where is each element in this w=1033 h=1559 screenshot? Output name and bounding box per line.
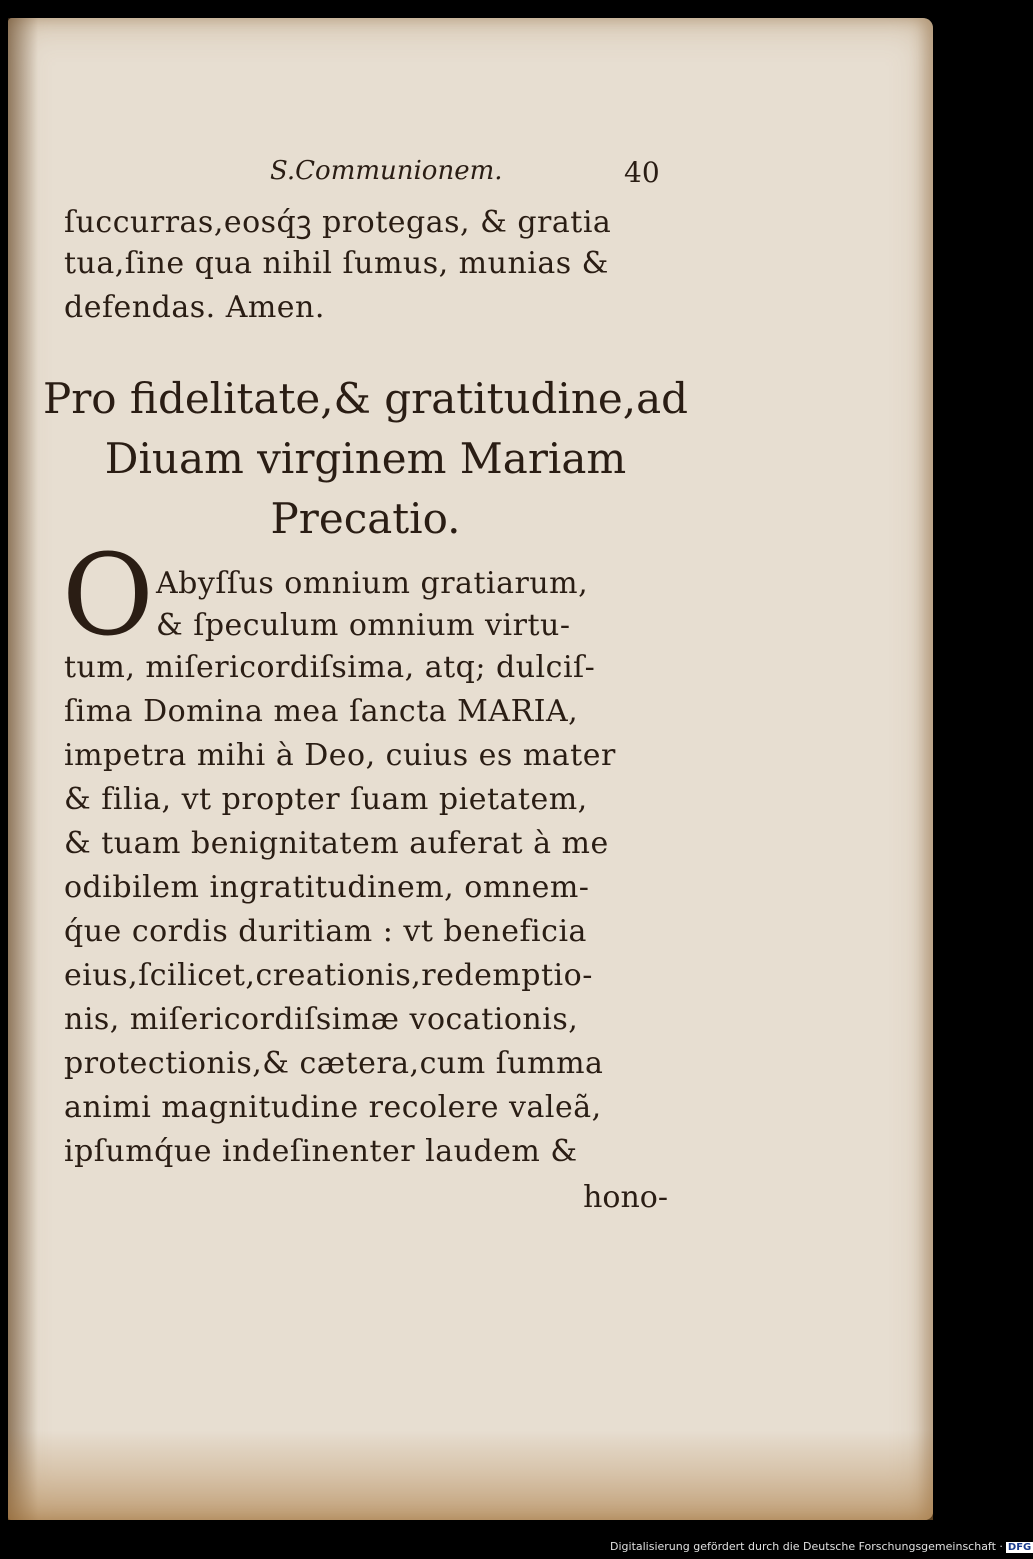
body-line: nis, miſericordiſsimæ vocationis, [64, 1002, 579, 1037]
page-gutter-shadow [8, 18, 38, 1520]
page-number: 40 [624, 156, 660, 189]
body-line: eius,ſcilicet,creationis,redemptio- [64, 958, 593, 993]
body-line: odibilem ingratitudinem, omnem- [64, 870, 590, 905]
body-line: q́ue cordis duritiam : vt beneficia [64, 914, 587, 949]
body-line: Abyſſus omnium gratiarum, [156, 566, 589, 601]
catchword: hono- [583, 1180, 668, 1215]
credit-text: Digitalisierung gefördert durch die Deutsche Forschungsgemeinschaft · [610, 1540, 1003, 1553]
continuation-line: ſuccurras,eosq́ꝫ protegas, & gratia [64, 205, 612, 240]
continuation-line: defendas. Amen. [64, 290, 325, 325]
continuation-line: tua,ſine qua nihil ſumus, munias & [64, 246, 609, 281]
digitization-credit [610, 1540, 1033, 1553]
body-line: ipſumq́ue indeſinenter laudem & [64, 1134, 578, 1169]
body-line: & filia, vt propter ſuam pietatem, [64, 782, 588, 817]
body-line: & ſpeculum omnium virtu- [156, 608, 571, 643]
body-line: impetra mihi à Deo, cuius es mater [64, 738, 616, 773]
page-stain [8, 1430, 933, 1520]
prayer-heading-line: Diuam virginem Mariam [104, 434, 627, 483]
prayer-heading-line: Precatio. [270, 494, 461, 543]
body-line: & tuam benignitatem auferat à me [64, 826, 609, 861]
body-line: tum, miſericordiſsima, atq; dulciſ- [64, 650, 596, 685]
body-line: animi magnitudine recolere valeã, [64, 1090, 602, 1125]
running-head: S.Communionem. [270, 156, 503, 186]
dfg-logo: DFG [1007, 1542, 1032, 1553]
body-line: protectionis,& cætera,cum ſumma [64, 1046, 604, 1081]
drop-cap-initial: O [62, 531, 154, 661]
prayer-heading-line: Pro fidelitate,& gratitudine,ad [42, 374, 689, 423]
body-line: ſima Domina mea ſancta MARIA, [64, 694, 579, 729]
book-page [8, 18, 933, 1520]
